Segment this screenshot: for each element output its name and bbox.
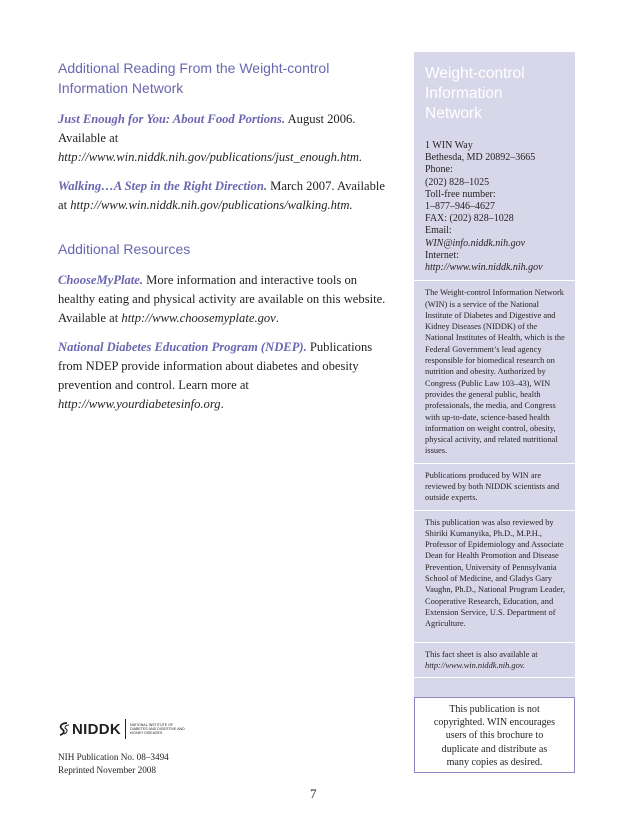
divider xyxy=(414,677,575,678)
reading-text: August 2006. Available at xyxy=(58,112,356,145)
punctuation: . xyxy=(220,397,224,411)
additional-reading-heading xyxy=(58,58,394,98)
phone-label: Phone: xyxy=(425,164,453,176)
city: Bethesda, MD 20892–3665 xyxy=(425,152,536,164)
win-sidebar xyxy=(414,52,575,698)
additional-resources-heading: Additional Resources xyxy=(58,241,191,257)
email-link[interactable]: WIN@info.niddk.nih.gov xyxy=(425,237,526,249)
reading-url[interactable]: http://www.win.niddk.nih.gov/publications/just_enough.htm. xyxy=(58,150,363,164)
punctuation: . xyxy=(275,311,279,325)
email-label: Email: xyxy=(425,225,452,237)
reading-item xyxy=(58,177,394,215)
copyright-notice-text: This publication is not copyrighted. WIN encourages users of this brochure to duplicate and distribute as many copies as desired. xyxy=(433,704,556,768)
resource-text: Publications from NDEP provide information about diabetes and obesity prevention and control. Learn more at xyxy=(58,340,373,392)
main-column xyxy=(58,58,394,424)
review-note: Publications produced by WIN are reviewed by both NIDDK scientists and outside experts. xyxy=(425,470,560,503)
heading-line: Information Network xyxy=(58,80,184,96)
phone: (202) 828–1025 xyxy=(425,176,490,188)
reading-title: Walking…A Step in the Right Direction. xyxy=(58,179,268,193)
tollfree: 1–877–946–4627 xyxy=(425,201,495,213)
street: 1 WIN Way xyxy=(425,140,473,151)
divider xyxy=(414,463,575,464)
internet-label: Internet: xyxy=(425,249,459,261)
fax: FAX: (202) 828–1028 xyxy=(425,213,514,225)
sidebar-title-line: Weight-control xyxy=(425,65,525,82)
publication-number: NIH Publication No. 08–3494 xyxy=(58,752,169,762)
logo-divider xyxy=(125,719,126,739)
resource-url[interactable]: http://www.choosemyplate.gov xyxy=(121,311,276,325)
publication-info xyxy=(58,751,169,777)
factsheet-link[interactable]: http://www.win.niddk.nih.gov. xyxy=(425,660,525,670)
resource-url[interactable]: http://www.yourdiabetesinfo.org xyxy=(58,397,221,411)
also-reviewed-note: This publication was also reviewed by Shiriki Kumanyika, Ph.D., M.P.H., Professor of Epidemiology and Associate Dean for Health Promotion and Disease Prevention, University of Pennsylvania School of Medicine, and Gladys Gary Vaughn, Ph.D., National Program Leader, Cooperative Research, Education, and Extension Service, U.S. Department of Agriculture. xyxy=(425,517,565,629)
sidebar-title-line: Network xyxy=(425,105,482,122)
divider xyxy=(414,510,575,511)
niddk-logo xyxy=(58,719,190,739)
reprint-date: Reprinted November 2008 xyxy=(58,765,156,775)
factsheet-note xyxy=(425,649,567,672)
sidebar-title xyxy=(425,64,565,124)
reading-title: Just Enough for You: About Food Portions. xyxy=(58,112,286,126)
divider xyxy=(414,642,575,643)
resource-item xyxy=(58,271,394,328)
resource-title: ChooseMyPlate. xyxy=(58,273,144,287)
heading-line: Additional Reading From the Weight-control xyxy=(58,60,330,76)
reading-text: March 2007. Available at xyxy=(58,179,385,212)
contact-block xyxy=(425,140,567,274)
niddk-wordmark: NIDDK xyxy=(72,720,121,738)
tollfree-label: Toll-free number: xyxy=(425,188,496,200)
internet-link[interactable]: http://www.win.niddk.nih.gov xyxy=(425,262,543,274)
reading-item xyxy=(58,110,394,167)
factsheet-text: This fact sheet is also available at xyxy=(425,649,538,659)
resource-text: More information and interactive tools on healthy eating and physical activity are available on this website. Available at xyxy=(58,273,386,325)
page-number: 7 xyxy=(310,786,317,801)
about-win: The Weight-control Information Network (WIN) is a service of the National Institute of Diabetes and Digestive and Kidney Diseases (NIDDK) of the National Institutes of Health, which is the Federal Government’s lead agency responsible for biomedical research on nutrition and obesity. Authorized by Congress (Public Law 103–43), WIN provides the general public, health professionals, the media, and Congress with up-to-date, science-based health information on weight control, obesity, physical activity, and related nutritional issues. xyxy=(425,288,565,456)
copyright-notice xyxy=(414,697,575,773)
divider xyxy=(414,280,575,281)
niddk-fullname: NATIONAL INSTITUTE OF DIABETES AND DIGESTIVE AND KIDNEY DISEASES xyxy=(130,722,185,736)
niddk-emblem-icon xyxy=(58,721,72,737)
sidebar-title-line: Information xyxy=(425,85,503,102)
resource-title: National Diabetes Education Program (NDEP). xyxy=(58,340,307,354)
resource-item xyxy=(58,338,394,414)
reading-url[interactable]: http://www.win.niddk.nih.gov/publications/walking.htm. xyxy=(70,198,353,212)
